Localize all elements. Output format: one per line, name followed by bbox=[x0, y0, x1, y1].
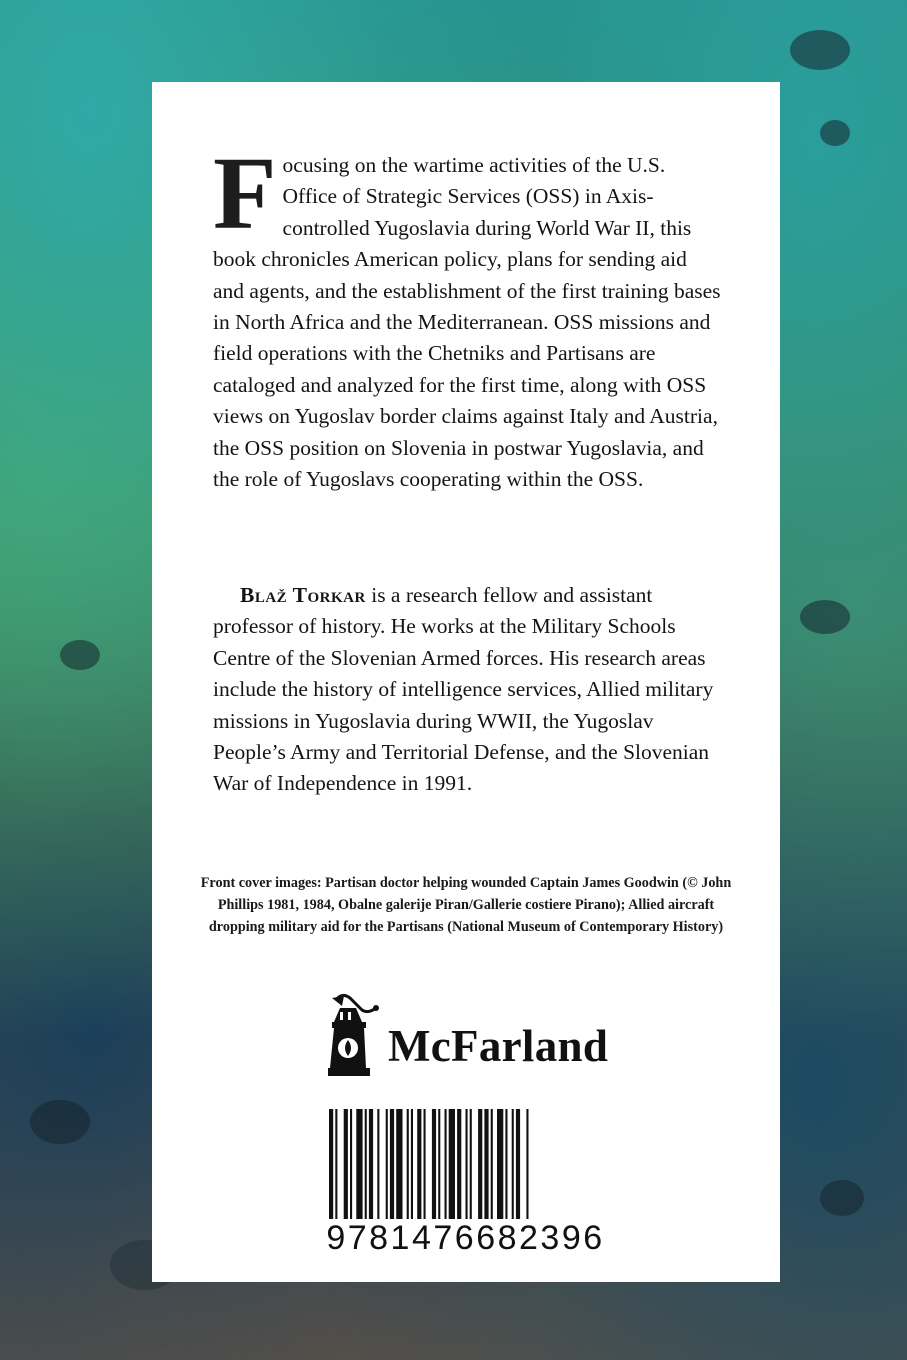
barcode-bar bbox=[505, 1109, 507, 1219]
publisher-name: McFarland bbox=[388, 1021, 609, 1071]
barcode-bar bbox=[411, 1109, 413, 1219]
barcode-bar bbox=[356, 1109, 362, 1219]
barcode-bar bbox=[449, 1109, 455, 1219]
barcode-bar bbox=[377, 1109, 379, 1219]
author-bio-text: is a research fellow and assistant professor of history. He works at the Military Schools Centre of the Slovenian Armed forces. His research areas include the history of intelligence services, Allied military missions in Yugoslavia during WWII, the Yugoslav People’s Army and Territorial Defense, and the Slovenian War of Independence in 1991. bbox=[213, 583, 714, 796]
barcode-bar bbox=[365, 1109, 367, 1219]
barcode-bars bbox=[319, 1101, 612, 1221]
barcode-bar bbox=[466, 1109, 468, 1219]
cover-credits: Front cover images: Partisan doctor helping wounded Captain James Goodwin (© John Phillips 1981, 1984, Obalne galerije Piran/Gallerie costiere Pirano); Allied aircraft dropping military aid for the Partisans (National Museum of Contemporary History) bbox=[200, 875, 732, 935]
barcode-bar bbox=[386, 1109, 388, 1219]
barcode-bar bbox=[417, 1109, 421, 1219]
barcode-bar bbox=[424, 1109, 426, 1219]
barcode-bar bbox=[484, 1109, 488, 1219]
barcode-bar bbox=[438, 1109, 440, 1219]
barcode-bar bbox=[369, 1109, 373, 1219]
publisher-logo bbox=[322, 992, 612, 1082]
isbn-barcode bbox=[319, 1101, 612, 1279]
author-bio bbox=[213, 580, 721, 800]
author-name: Blaž Torkar bbox=[240, 583, 366, 607]
barcode-bar bbox=[344, 1109, 348, 1219]
barcode-bar bbox=[335, 1109, 337, 1219]
lantern-icon bbox=[322, 992, 384, 1082]
barcode-bar bbox=[329, 1109, 333, 1219]
barcode-bar bbox=[512, 1109, 514, 1219]
barcode-bar bbox=[526, 1109, 528, 1219]
isbn-number: 9781476682396 bbox=[326, 1219, 605, 1257]
description-text: ocusing on the wartime activities of the U.S. Office of Strategic Services (OSS) in Axis-controlled Yugoslavia during World War II, this book chronicles American policy, plans for sending aid and agents, and the establishment of the first training bases in North Africa and the Mediterranean. OSS missions and field operations with the Chetniks and Partisans are cataloged and analyzed for the first time, along with OSS views on Yugoslav border claims against Italy and Austria, the OSS position on Slovenia in postwar Yugoslavia, and the role of Yugoslavs cooperating within the OSS. bbox=[213, 153, 721, 492]
barcode-bar bbox=[470, 1109, 472, 1219]
barcode-bar bbox=[478, 1109, 482, 1219]
book-description bbox=[213, 136, 721, 495]
barcode-bar bbox=[407, 1109, 409, 1219]
barcode-bar bbox=[396, 1109, 402, 1219]
barcode-bar bbox=[432, 1109, 436, 1219]
barcode-bar bbox=[497, 1109, 503, 1219]
barcode-bar bbox=[491, 1109, 493, 1219]
barcode-bar bbox=[457, 1109, 461, 1219]
drop-cap: F bbox=[213, 136, 277, 251]
barcode-bar bbox=[390, 1109, 394, 1219]
barcode-bar bbox=[445, 1109, 447, 1219]
barcode-bar bbox=[516, 1109, 520, 1219]
barcode-bar bbox=[350, 1109, 352, 1219]
